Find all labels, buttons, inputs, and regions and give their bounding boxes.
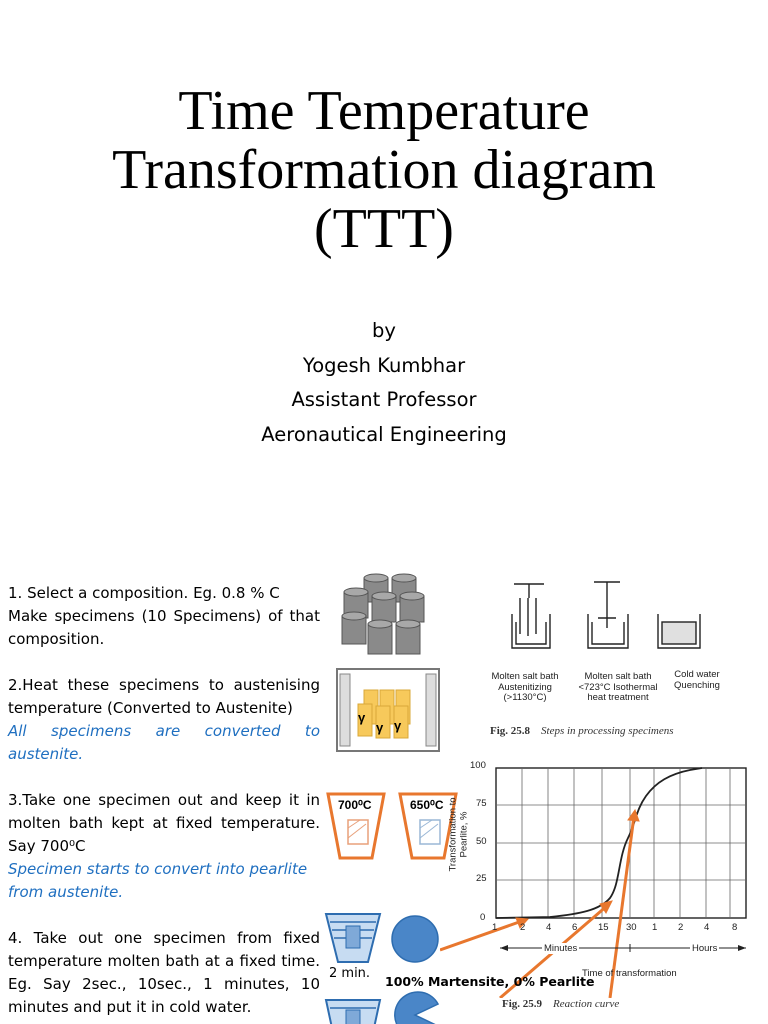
- martensite-circle-icon: [390, 914, 440, 964]
- fig-25-8-label-2: Molten salt bath <723°C Isothermal heat treatment: [578, 671, 658, 703]
- x-tick-1h: 1: [652, 922, 658, 933]
- processing-steps-diagram: [490, 578, 740, 678]
- fig-25-8-title: Steps in processing specimens: [541, 725, 674, 737]
- y-tick-0: 0: [480, 912, 486, 923]
- result-label: 100% Martensite, 0% Pearlite: [385, 974, 595, 989]
- fig-25-8-label-3: Cold water Quenching: [674, 669, 720, 691]
- y-tick-50: 50: [476, 836, 487, 847]
- gamma-label-3: γ: [394, 718, 402, 733]
- title-line-3: (TTT): [314, 198, 454, 260]
- specimen-group-icon: [336, 572, 436, 660]
- steps-text: [8, 582, 320, 1019]
- bath-temp-700: 700⁰C: [338, 798, 372, 812]
- title-line-2: Transformation diagram: [112, 139, 656, 201]
- x-axis-label: Time of transformation: [582, 968, 677, 979]
- bath-temp-650: 650⁰C: [410, 798, 444, 812]
- fig-25-8-caption: [490, 725, 674, 737]
- by-label: by: [372, 319, 396, 342]
- fig-25-9-title: Reaction curve: [553, 998, 620, 1010]
- content-slide: [0, 562, 768, 1024]
- y-axis-label: Transformation to Pearlite, %: [447, 797, 469, 872]
- cold-water-bucket-2-icon: [324, 998, 382, 1024]
- y-tick-100: 100: [470, 760, 486, 771]
- minutes-label: Minutes: [544, 943, 578, 954]
- step-3-text: 3.Take one specimen out and keep it in molten bath kept at fixed temperature. Say 700⁰C: [8, 791, 320, 855]
- fig-25-8-number: Fig. 25.8: [490, 725, 531, 737]
- author-position: Assistant Professor: [291, 388, 477, 411]
- hours-label: Hours: [692, 943, 718, 954]
- step-2-text: 2.Heat these specimens to austenising temperature (Converted to Austenite): [8, 676, 320, 717]
- x-tick-4: 4: [546, 922, 552, 933]
- x-tick-15: 15: [598, 922, 609, 933]
- author-block: [0, 314, 768, 452]
- x-tick-30: 30: [626, 922, 637, 933]
- step-1-line-1: 1. Select a composition. Eg. 0.8 % C: [8, 584, 280, 602]
- fig-25-8-label-1: Molten salt bath Austenitizing (>1130°C): [491, 671, 559, 703]
- cold-water-bucket-icon: [324, 912, 382, 964]
- step-4-text: 4. Take out one specimen from fixed temperature molten bath at a fixed time. Eg. Say 2sec., 10sec., 1 minutes, 10 minutes and put it in cold water.: [8, 929, 320, 1016]
- x-tick-8h: 8: [732, 922, 738, 933]
- x-tick-1: 1: [492, 922, 498, 933]
- reaction-curve-chart: [440, 758, 768, 998]
- step-3-note: Specimen starts to convert into pearlite from austenite.: [8, 860, 308, 901]
- slide-title: [0, 82, 768, 259]
- gamma-label-2: γ: [376, 720, 384, 735]
- x-tick-2h: 2: [678, 922, 684, 933]
- step-2-note: All specimens are converted to austenite.: [8, 722, 320, 763]
- partial-pearlite-circle-icon: [390, 990, 440, 1024]
- x-tick-4h: 4: [704, 922, 710, 933]
- fig-25-9-caption: [502, 998, 619, 1010]
- step-1-text: Make specimens (10 Specimens) of that composition.: [8, 607, 320, 648]
- y-tick-25: 25: [476, 873, 487, 884]
- figure-area: [440, 562, 768, 1024]
- author-department: Aeronautical Engineering: [261, 422, 507, 446]
- x-tick-6: 6: [572, 922, 578, 933]
- fig-25-9-number: Fig. 25.9: [502, 998, 543, 1010]
- gamma-label-1: γ: [358, 710, 366, 725]
- author-name: Yogesh Kumbhar: [302, 353, 466, 377]
- time-label: 2 min.: [329, 966, 371, 981]
- y-tick-75: 75: [476, 798, 487, 809]
- furnace-icon: [336, 668, 440, 752]
- title-line-1: Time Temperature: [178, 80, 590, 142]
- slide-separator: [0, 548, 768, 562]
- x-tick-2: 2: [520, 922, 526, 933]
